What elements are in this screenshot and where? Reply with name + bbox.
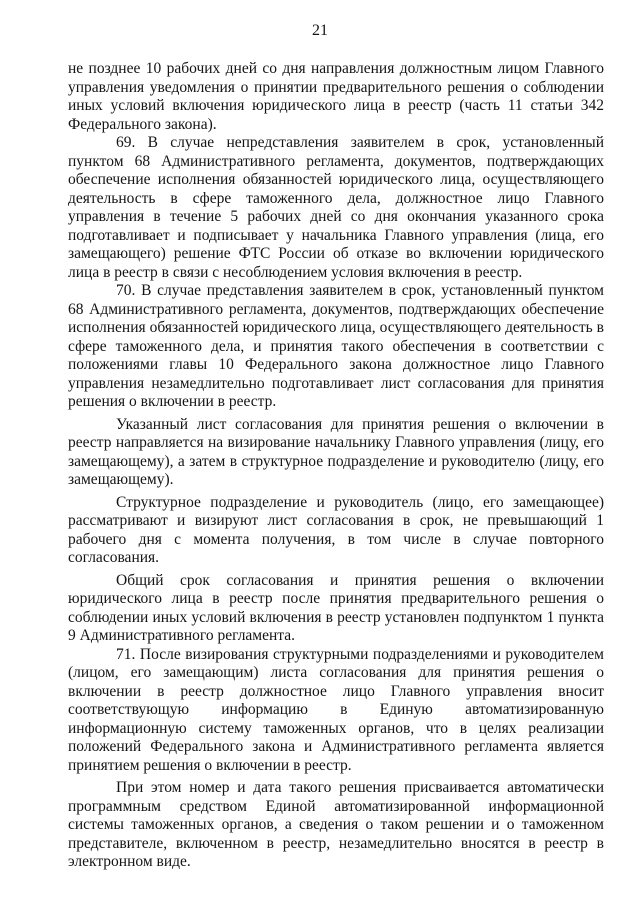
paragraph: 69. В случае непредставления заявителем в срок, установленный пунктом 68 Административного регламента, документов, подтверждающих обеспечение исполнения обязанностей юридического лица, осуществляющего деятельность в сфере таможенного дела, должностное лицо Главного управления в течение 5 рабочих дней со дня окончания указанного срока подготавливает и подписывает у начальника Главного управления (лица, его замещающего) решение ФТС России об отказе во включении юридического лица в реестр в связи с несоблюдением условия включения в реестр. <box>68 134 604 281</box>
paragraph: При этом номер и дата такого решения присваивается автоматически программным средством Единой автоматизированной информационной системы таможенных органов, а сведения о таком решении и о таможенном представителе, включенном в реестр, незамедлительно вносятся в реестр в электронном виде. <box>68 779 604 870</box>
paragraph: Структурное подразделение и руководитель (лицо, его замещающее) рассматривают и визируют лист согласования в срок, не превышающий 1 рабочего дня с момента получения, в том числе в случае повторного согласования. <box>68 493 604 566</box>
paragraph: 70. В случае представления заявителем в срок, установленный пунктом 68 Административного регламента, документов, подтверждающих обеспечение исполнения обязанностей юридического лица, осуществляющего деятельность в сфере таможенного дела, и принятия такого обеспечения в соответствии с положениями главы 10 Федерального закона должностное лицо Главного управления незамедлительно подготавливает лист согласования для принятия решения о включении в реестр. <box>68 282 604 410</box>
paragraph: 71. После визирования структурными подразделениями и руководителем (лицом, его замещающим) листа согласования для принятия решения о включении в реестр должностное лицо Главного управления вносит соответствующую информацию в Единую автоматизированную информационную систему таможенных органов, что в целях реализации положений Федерального закона и Административного регламента является принятием решения о включении в реестр. <box>68 645 604 774</box>
paragraph: Общий срок согласования и принятия решения о включении юридического лица в реестр после принятия предварительного решения о соблюдении иных условий включения в реестр установлен подпунктом 1 пункта 9 Административного регламента. <box>68 571 604 644</box>
paragraph: Указанный лист согласования для принятия решения о включении в реестр направляется на визирование начальнику Главного управления (лицу, его замещающему), а затем в структурное подразделение и руководителю (лицу, его замещающему). <box>68 415 604 488</box>
document-body <box>68 60 604 872</box>
page-number: 21 <box>312 22 328 39</box>
paragraph: не позднее 10 рабочих дней со дня направления должностным лицом Главного управления уведомления о принятии предварительного решения о соблюдении иных условий включения юридического лица в реестр (часть 11 статьи 342 Федерального закона). <box>68 60 604 133</box>
